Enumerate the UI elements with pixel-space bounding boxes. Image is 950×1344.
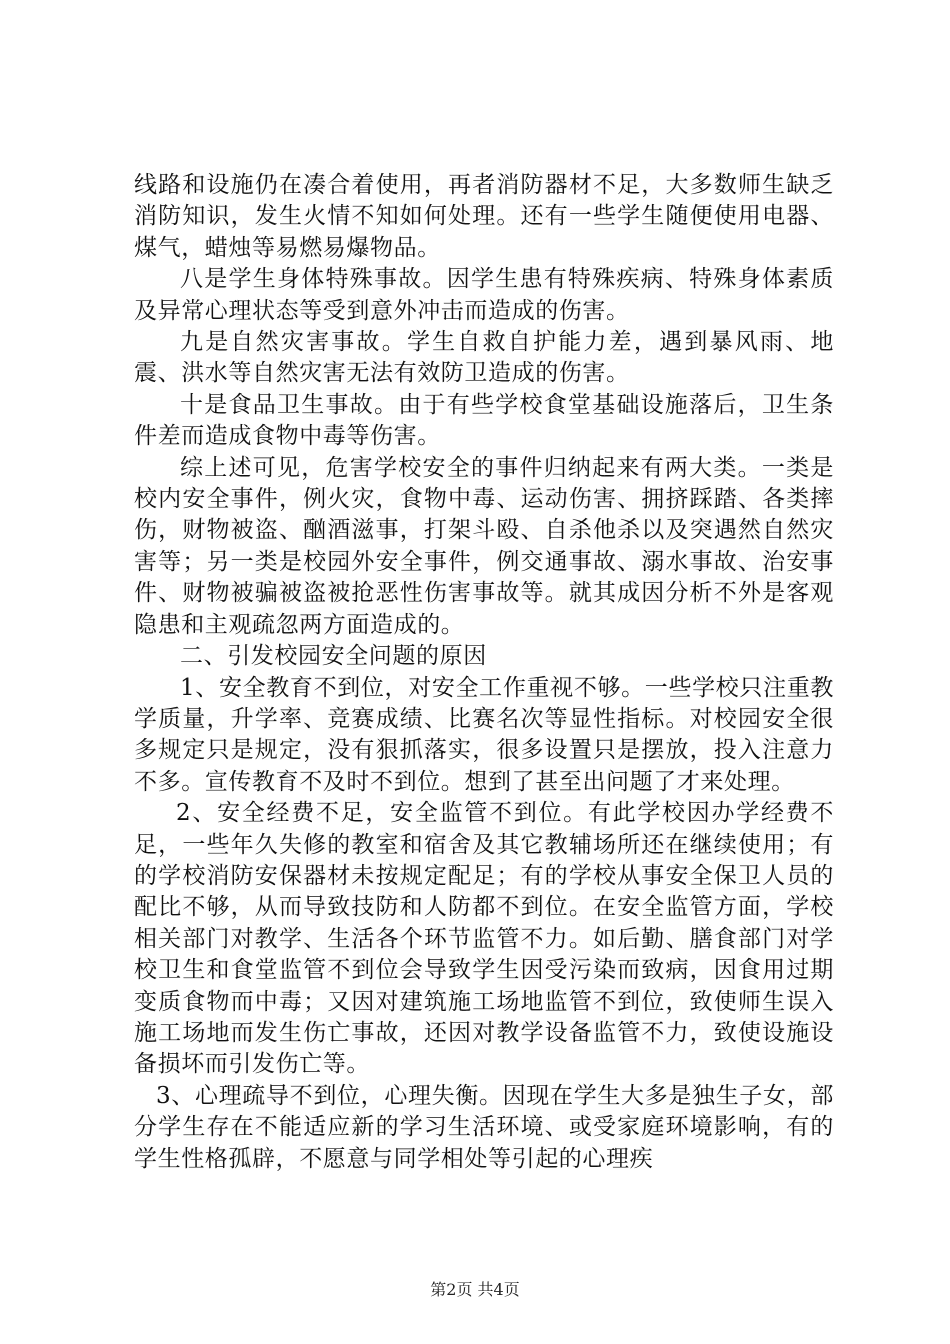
page-footer: 第2页 共4页 xyxy=(430,1280,520,1299)
paragraph-cause-2: 2、安全经费不足，安全监管不到位。有此学校因办学经费不足，一些年久失修的教室和宿舍及其它教辅场所还在继续使用；有的学校消防安保器材未按规定配足；有的学校从事安全保卫人员的配比不够，从而导致技防和人防都不到位。在安全监管方面，学校相关部门对教学、生活各个环节监管不力。如后勤、膳食部门对学校卫生和食堂监管不到位会导致学生因受污染而致病，因食用过期变质食物而中毒；又因对建筑施工场地监管不到位，致使师生误入施工场地而发生伤亡事故，还因对教学设备监管不力，致使设施设备损坏而引发伤亡等。 xyxy=(134,800,834,1078)
paragraph-food-safety: 十是食品卫生事故。由于有些学校食堂基础设施落后，卫生条件差而造成食物中毒等伤害。 xyxy=(134,391,834,450)
paragraph-cause-1: 1、安全教育不到位，对安全工作重视不够。一些学校只注重教学质量，升学率、竞赛成绩、比赛名次等显性指标。对校园安全很多规定只是规定，没有狠抓落实，很多设置只是摆放，投入注意力不多。宣传教育不及时不到位。想到了甚至出问题了才来处理。 xyxy=(134,674,834,795)
body-text xyxy=(134,170,834,1175)
paragraph-summary: 综上述可见，危害学校安全的事件归纳起来有两大类。一类是校内安全事件，例火灾，食物中毒、运动伤害、拥挤踩踏、各类摔伤，财物被盗、酗酒滋事，打架斗殴、自杀他杀以及突遇然自然灾害等；另一类是校园外安全事件，例交通事故、溺水事故、治安事件、财物被骗被盗被抢恶性伤害事故等。就其成因分析不外是客观隐患和主观疏忽两方面造成的。 xyxy=(134,454,834,638)
paragraph-natural-disasters: 九是自然灾害事故。学生自救自护能力差，遇到暴风雨、地震、洪水等自然灾害无法有效防卫造成的伤害。 xyxy=(134,329,834,387)
section-heading-causes: 二、引发校园安全问题的原因 xyxy=(180,643,487,670)
paragraph-fire-hazards: 线路和设施仍在凑合着使用，再者消防器材不足，大多数师生缺乏消防知识，发生火情不知如何处理。还有一些学生随便使用电器、煤气，蜡烛等易燃易爆物品。 xyxy=(134,172,834,261)
paragraph-cause-3: 3、心理疏导不到位，心理失衡。因现在学生大多是独生子女，部分学生存在不能适应新的学习生活环境、或受家庭环境影响，有的学生性格孤辟，不愿意与同学相处等引起的心理疾 xyxy=(134,1082,834,1172)
paragraph-physical-accidents: 八是学生身体特殊事故。因学生患有特殊疾病、特殊身体素质及异常心理状态等受到意外冲击而造成的伤害。 xyxy=(134,266,834,324)
